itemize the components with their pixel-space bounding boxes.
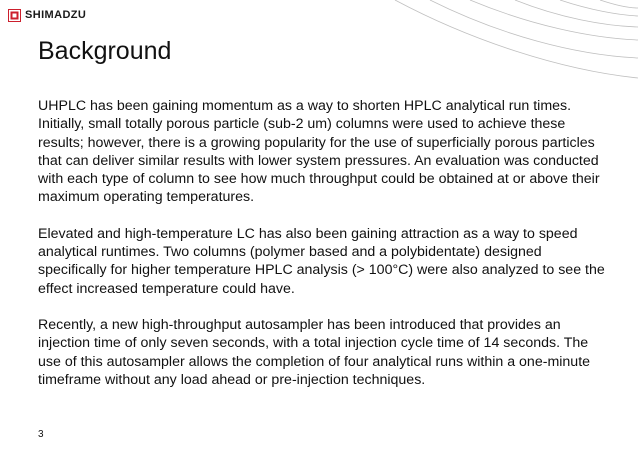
decorative-curve (560, 0, 638, 16)
paragraph-high-temperature: Elevated and high-temperature LC has also been gaining attraction as a way to speed analytical runtimes. Two columns (polymer based and a polybidentate) designed specifically for higher temperature HPLC analysis (> 100°C) were also analyzed to see the effect increased temperature could have. (38, 225, 605, 297)
shimadzu-logo-icon (8, 9, 21, 22)
decorative-curve (395, 0, 638, 78)
brand-logo (8, 8, 86, 22)
decorative-curve (515, 0, 638, 27)
decorative-curve (600, 0, 638, 8)
decorative-curve (430, 0, 638, 58)
decorative-curve (470, 0, 638, 40)
brand-name: SHIMADZU (25, 9, 87, 21)
slide-title: Background (38, 37, 172, 65)
paragraph-autosampler: Recently, a new high-throughput autosampler has been introduced that provides an injection time of only seven seconds, with a total injection cycle time of 14 seconds. The use of this autosampler allows the completion of four analytical runs within a one-minute timeframe without any load ahead or pre-injection techniques. (38, 316, 591, 388)
page-number: 3 (38, 429, 44, 440)
slide-body (38, 97, 613, 407)
paragraph-uhplc: UHPLC has been gaining momentum as a way to shorten HPLC analytical run times. Initially, small totally porous particle (sub-2 um) columns were used to achieve these results; however, there is a growing popularity for the use of superficially porous particles that can deliver similar results with lower system pressures. An evaluation was conducted with each type of column to see how much throughput could be obtained at or above their maximum operating temperatures. (38, 98, 600, 206)
